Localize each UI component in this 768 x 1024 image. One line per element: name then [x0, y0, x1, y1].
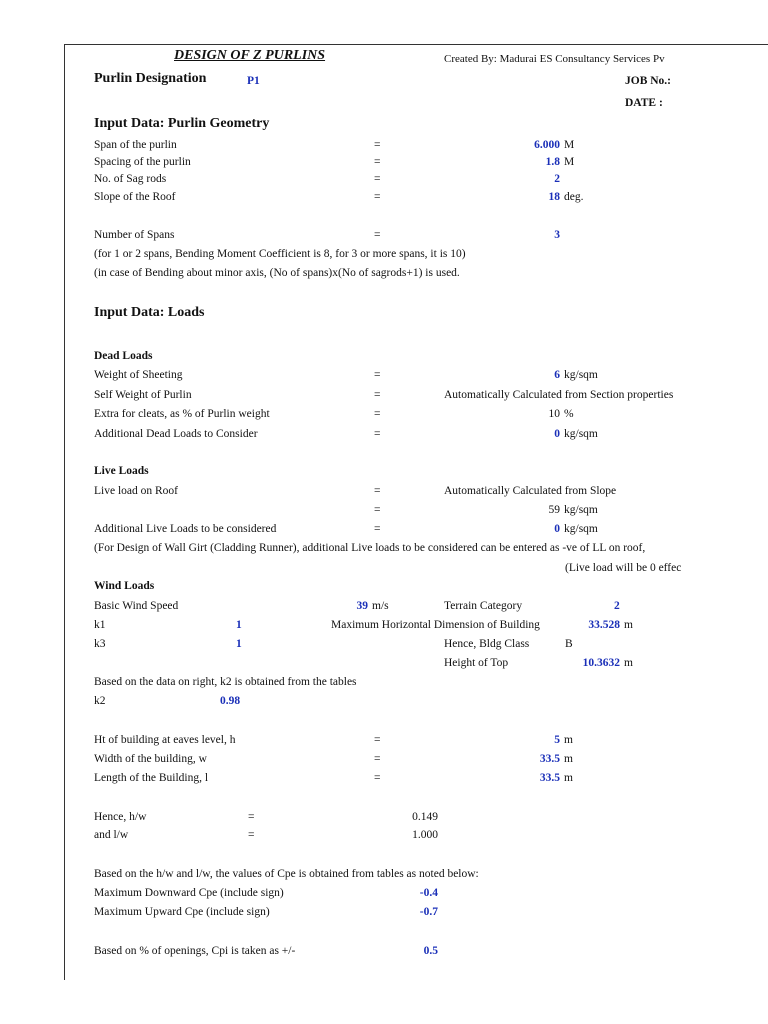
eaves-height-label: Ht of building at eaves level, h: [94, 734, 236, 746]
height-of-top-label: Height of Top: [444, 657, 509, 669]
basic-wind-speed-unit: m/s: [372, 600, 389, 612]
additional-dead-label: Additional Dead Loads to Consider: [94, 428, 258, 440]
live-roof-label: Live load on Roof: [94, 485, 178, 497]
cleats-equals: =: [374, 408, 381, 420]
spans-equals: =: [374, 229, 381, 241]
sagrods-label: No. of Sag rods: [94, 173, 167, 185]
live-roof-calc-unit: kg/sqm: [564, 504, 598, 516]
downward-cpe-label: Maximum Downward Cpe (include sign): [94, 887, 284, 899]
sagrods-equals: =: [374, 173, 381, 185]
eaves-height-value[interactable]: 5: [554, 734, 560, 746]
max-horizontal-dimension-value[interactable]: 33.528: [588, 619, 620, 631]
geometry-heading: Input Data: Purlin Geometry: [94, 116, 270, 131]
sheeting-value[interactable]: 6: [554, 369, 560, 381]
basic-wind-speed-value[interactable]: 39: [356, 600, 368, 612]
sagrods-value[interactable]: 2: [554, 173, 560, 185]
slope-label: Slope of the Roof: [94, 191, 176, 203]
h-w-ratio-value: 0.149: [412, 811, 438, 823]
dead-loads-heading: Dead Loads: [94, 350, 153, 362]
span-label: Span of the purlin: [94, 139, 177, 151]
height-of-top-unit: m: [624, 657, 633, 669]
cpi-value[interactable]: 0.5: [423, 945, 438, 957]
minor-axis-note: (in case of Bending about minor axis, (No of spans)x(No of sagrods+1) is used.: [94, 267, 460, 279]
slope-unit: deg.: [564, 191, 584, 203]
bending-coefficient-note: (for 1 or 2 spans, Bending Moment Coefficient is 8, for 3 or more spans, it is 10): [94, 248, 466, 260]
wind-loads-heading: Wind Loads: [94, 580, 155, 592]
building-length-unit: m: [564, 772, 573, 784]
job-no-label: JOB No.:: [625, 75, 671, 87]
building-width-label: Width of the building, w: [94, 753, 207, 765]
building-width-value[interactable]: 33.5: [539, 753, 560, 765]
wall-girt-note: (For Design of Wall Girt (Cladding Runner), additional Live loads to be considered can be entered as -ve of LL on roof,: [94, 542, 646, 554]
building-width-equals: =: [374, 753, 381, 765]
spans-value[interactable]: 3: [554, 229, 560, 241]
additional-live-label: Additional Live Loads to be considered: [94, 523, 277, 535]
building-length-value[interactable]: 33.5: [539, 772, 560, 784]
additional-live-unit: kg/sqm: [564, 523, 598, 535]
sheeting-equals: =: [374, 369, 381, 381]
l-w-ratio-label: and l/w: [94, 829, 129, 841]
k1-value[interactable]: 1: [236, 619, 242, 631]
cpe-note: Based on the h/w and l/w, the values of Cpe is obtained from tables as noted below:: [94, 868, 479, 880]
upward-cpe-value[interactable]: -0.7: [419, 906, 438, 918]
h-w-ratio-label: Hence, h/w: [94, 811, 147, 823]
terrain-category-value[interactable]: 2: [614, 600, 620, 612]
created-by-text: Created By: Madurai ES Consultancy Services Pv: [444, 53, 665, 65]
max-horizontal-dimension-label: Maximum Horizontal Dimension of Building: [331, 619, 540, 631]
live-roof-calc-equals: =: [374, 504, 381, 516]
k3-value[interactable]: 1: [236, 638, 242, 650]
building-width-unit: m: [564, 753, 573, 765]
self-weight-label: Self Weight of Purlin: [94, 389, 192, 401]
terrain-category-label: Terrain Category: [444, 600, 523, 612]
purlin-designation-label: Purlin Designation: [94, 71, 207, 86]
additional-live-equals: =: [374, 523, 381, 535]
self-weight-equals: =: [374, 389, 381, 401]
cleats-value[interactable]: 10: [548, 408, 560, 420]
k3-label: k3: [94, 638, 106, 650]
k2-value[interactable]: 0.98: [220, 695, 241, 707]
live-load-effect-note: (Live load will be 0 effec: [565, 562, 682, 574]
l-w-ratio-equals: =: [248, 829, 255, 841]
spans-label: Number of Spans: [94, 229, 175, 241]
live-roof-calc-value: 59: [548, 504, 560, 516]
slope-equals: =: [374, 191, 381, 203]
h-w-ratio-equals: =: [248, 811, 255, 823]
eaves-height-equals: =: [374, 734, 381, 746]
k2-label: k2: [94, 695, 106, 707]
self-weight-value: Automatically Calculated from Section properties: [444, 389, 674, 401]
cpi-label: Based on % of openings, Cpi is taken as +/-: [94, 945, 296, 957]
k1-label: k1: [94, 619, 106, 631]
span-unit: M: [564, 139, 575, 151]
sheet-title: DESIGN OF Z PURLINS: [174, 48, 326, 63]
sheeting-label: Weight of Sheeting: [94, 369, 183, 381]
span-value[interactable]: 6.000: [534, 139, 560, 151]
additional-live-value[interactable]: 0: [554, 523, 560, 535]
building-class-value: B: [565, 638, 573, 650]
sheet-border-top: [64, 44, 768, 45]
spacing-unit: M: [564, 156, 575, 168]
sheeting-unit: kg/sqm: [564, 369, 598, 381]
spacing-equals: =: [374, 156, 381, 168]
loads-heading: Input Data: Loads: [94, 305, 205, 320]
additional-dead-equals: =: [374, 428, 381, 440]
live-roof-value: Automatically Calculated from Slope: [444, 485, 617, 497]
sheet-border-left: [64, 44, 65, 980]
building-class-label: Hence, Bldg Class: [444, 638, 530, 650]
live-roof-equals: =: [374, 485, 381, 497]
l-w-ratio-value: 1.000: [412, 829, 438, 841]
downward-cpe-value[interactable]: -0.4: [419, 887, 438, 899]
k2-note: Based on the data on right, k2 is obtained from the tables: [94, 676, 357, 688]
building-length-equals: =: [374, 772, 381, 784]
slope-value[interactable]: 18: [548, 191, 560, 203]
spacing-value[interactable]: 1.8: [545, 156, 560, 168]
purlin-designation-value[interactable]: P1: [247, 75, 260, 87]
cleats-unit: %: [564, 408, 574, 420]
additional-dead-value[interactable]: 0: [554, 428, 560, 440]
height-of-top-value[interactable]: 10.3632: [582, 657, 620, 669]
live-loads-heading: Live Loads: [94, 465, 149, 477]
eaves-height-unit: m: [564, 734, 573, 746]
spacing-label: Spacing of the purlin: [94, 156, 191, 168]
additional-dead-unit: kg/sqm: [564, 428, 598, 440]
building-length-label: Length of the Building, l: [94, 772, 209, 784]
max-horizontal-dimension-unit: m: [624, 619, 633, 631]
date-label: DATE :: [625, 97, 663, 109]
cleats-label: Extra for cleats, as % of Purlin weight: [94, 408, 270, 420]
span-equals: =: [374, 139, 381, 151]
basic-wind-speed-label: Basic Wind Speed: [94, 600, 179, 612]
upward-cpe-label: Maximum Upward Cpe (include sign): [94, 906, 270, 918]
